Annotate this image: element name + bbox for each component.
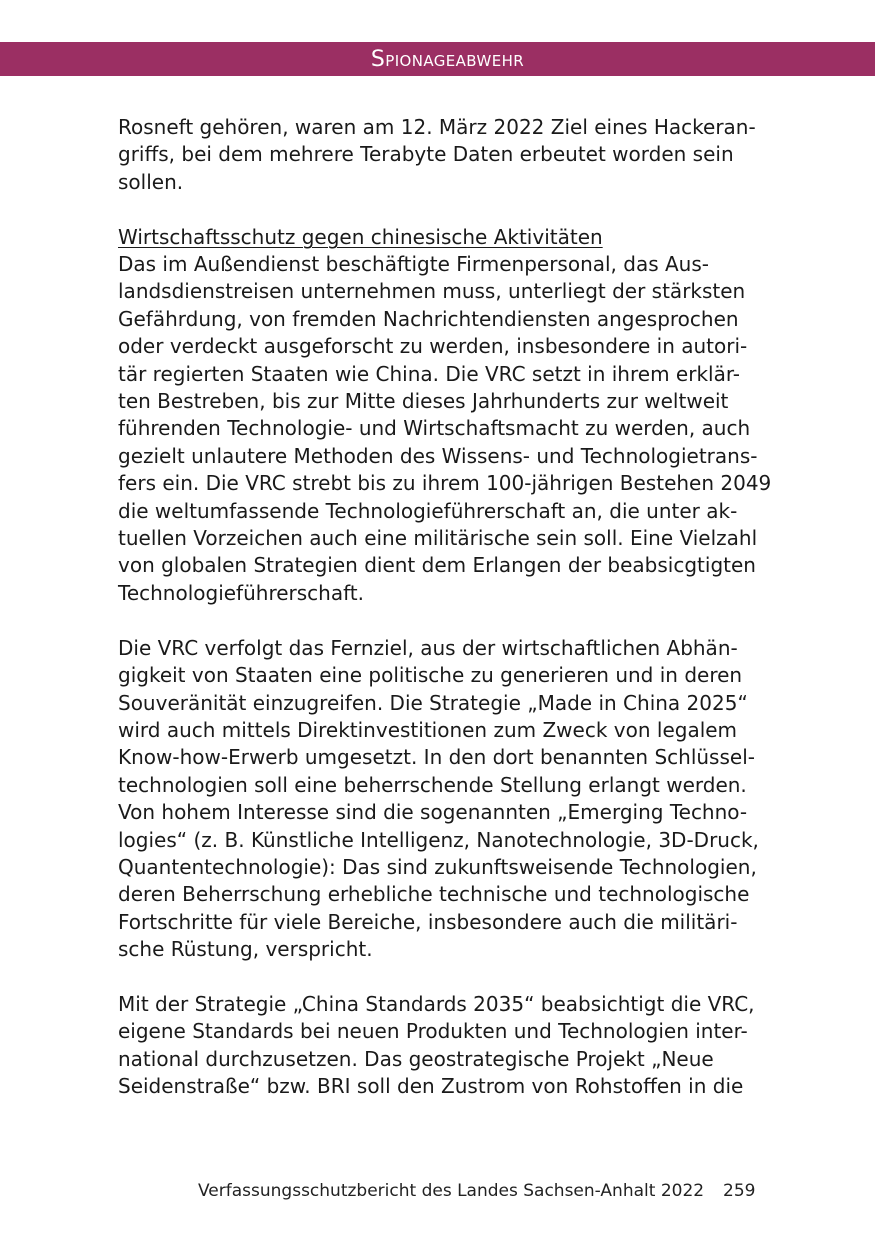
text-line: Mit der Strategie „China Standards 2035“ beabsichtigt die VRC, bbox=[118, 991, 755, 1016]
text-line: die weltumfassende Technologieführerschaft an, die unter ak- bbox=[118, 498, 738, 523]
text-line: deren Beherrschung erhebliche technische und technologische bbox=[118, 882, 750, 907]
paragraph-china-standards bbox=[118, 991, 768, 1101]
text-line: ten Bestreben, bis zur Mitte dieses Jahrhunderts zur weltweit bbox=[118, 389, 729, 414]
paragraph-rosneft bbox=[118, 114, 768, 196]
section-title bbox=[0, 42, 875, 76]
text-line: Quantentechnologie): Das sind zukunftsweisende Technologien, bbox=[118, 854, 757, 879]
text-line: sollen. bbox=[118, 169, 184, 194]
text-line: gezielt unlautere Methoden des Wissens- und Technologietrans- bbox=[118, 443, 758, 468]
text-line: Das im Außendienst beschäftigte Firmenpersonal, das Aus- bbox=[118, 252, 709, 277]
text-line: führenden Technologie- und Wirtschaftsmacht zu werden, auch bbox=[118, 416, 751, 441]
text-line: landsdienstreisen unternehmen muss, unterliegt der stärksten bbox=[118, 279, 746, 304]
page-number: 259 bbox=[723, 1181, 756, 1201]
section-title-text: Spionageabwehr bbox=[370, 47, 525, 72]
subheading-line bbox=[118, 224, 768, 251]
text-line: gigkeit von Staaten eine politische zu generieren und in deren bbox=[118, 663, 743, 688]
subheading: Wirtschaftsschutz gegen chinesische Aktivitäten bbox=[118, 224, 603, 249]
text-line: Rosneft gehören, waren am 12. März 2022 Ziel eines Hackeran- bbox=[118, 115, 756, 139]
text-line: Fortschritte für viele Bereiche, insbesondere auch die militäri- bbox=[118, 909, 738, 934]
text-line: Technologieführerschaft. bbox=[118, 580, 364, 605]
text-line: von globalen Strategien dient dem Erlangen der beabsicgtigten bbox=[118, 553, 756, 578]
text-line: Know-how-Erwerb umgesetzt. In den dort benannten Schlüssel- bbox=[118, 745, 755, 770]
text-line: griffs, bei dem mehrere Terabyte Daten erbeutet worden sein bbox=[118, 142, 734, 167]
text-line: Seidenstraße“ bzw. BRI soll den Zustrom von Rohstoffen in die bbox=[118, 1074, 744, 1099]
text-line: Die VRC verfolgt das Fernziel, aus der wirtschaftlichen Abhän- bbox=[118, 635, 738, 660]
text-line: sche Rüstung, verspricht. bbox=[118, 937, 373, 962]
text-line: national durchzusetzen. Das geostrategische Projekt „Neue bbox=[118, 1046, 714, 1071]
text-line: Gefährdung, von fremden Nachrichtendiensten angesprochen bbox=[118, 306, 739, 331]
text-line: tär regierten Staaten wie China. Die VRC setzt in ihrem erklär- bbox=[118, 361, 740, 386]
text-line: wird auch mittels Direktinvestitionen zum Zweck von legalem bbox=[118, 717, 738, 742]
text-line: oder verdeckt ausgeforscht zu werden, insbesondere in autori- bbox=[118, 334, 748, 359]
paragraph-wirtschaftsschutz bbox=[118, 224, 772, 608]
text-line: tuellen Vorzeichen auch eine militärische sein soll. Eine Vielzahl bbox=[118, 526, 758, 551]
page-body bbox=[118, 114, 772, 1101]
text-line: fers ein. Die VRC strebt bis zu ihrem 100-jährigen Bestehen 2049 bbox=[118, 471, 772, 496]
text-line: technologien soll eine beherrschende Stellung erlangt werden. bbox=[118, 772, 747, 797]
text-line: Souveränität einzugreifen. Die Strategie „Made in China 2025“ bbox=[118, 690, 748, 715]
text-line: Von hohem Interesse sind die sogenannten „Emerging Techno- bbox=[118, 800, 748, 825]
paragraph-vrc-fernziel bbox=[118, 635, 768, 964]
text-line: eigene Standards bei neuen Produkten und Technologien inter- bbox=[118, 1019, 748, 1044]
text-line: logies“ (z. B. Künstliche Intelligenz, Nanotechnologie, 3D-Druck, bbox=[118, 827, 759, 852]
footer-source: Verfassungsschutzbericht des Landes Sachsen-Anhalt 2022 bbox=[198, 1181, 705, 1201]
